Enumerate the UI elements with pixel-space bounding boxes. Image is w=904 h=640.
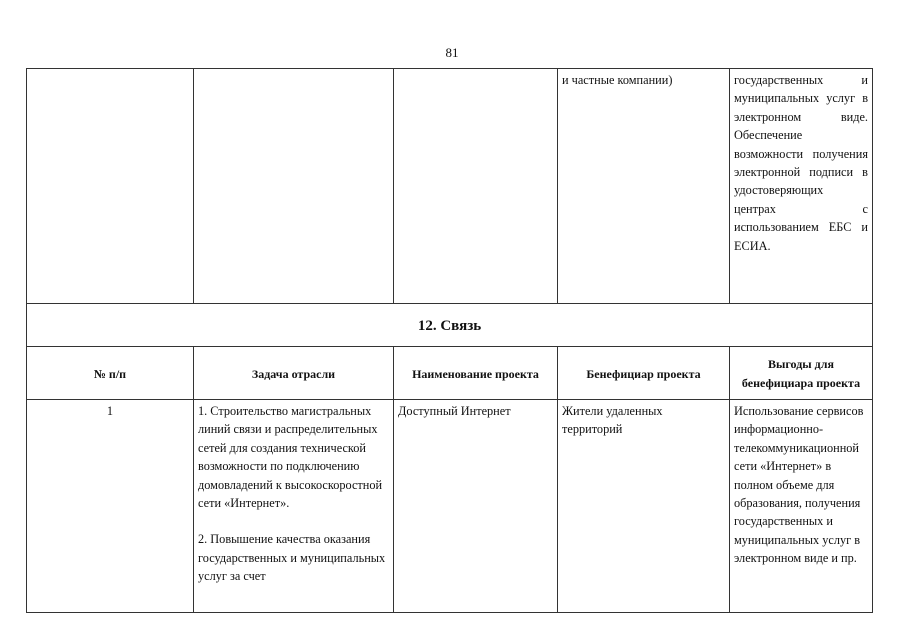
- page-number: 81: [445, 45, 459, 60]
- continuation-num-cell: [27, 69, 194, 304]
- benefits-tail-line: электронной подписи в: [734, 165, 868, 180]
- header-task: Задача отрасли: [194, 347, 394, 400]
- row-num: 1: [27, 400, 194, 613]
- benefits-tail-line: использованием ЕБС и: [734, 220, 868, 235]
- task-item: 2. Повышение качества оказания государственных и муниципальных услуг за счет: [198, 532, 386, 584]
- row-project: Доступный Интернет: [394, 400, 558, 613]
- continuation-beneficiary-cell: и частные компании): [558, 69, 730, 304]
- section-row: [27, 304, 873, 347]
- continuation-row: [27, 69, 873, 304]
- header-beneficiary: Бенефициар проекта: [558, 347, 730, 400]
- benefits-tail-line: Обеспечение: [734, 128, 803, 143]
- table-row: [27, 400, 873, 613]
- benefits-tail-line: возможности получения: [734, 146, 868, 161]
- benefits-tail-line: государственных и: [734, 73, 868, 87]
- row-beneficiary: Жители удаленных территорий: [558, 400, 730, 613]
- continuation-project-cell: [394, 69, 558, 304]
- row-task: [194, 400, 394, 613]
- benefits-tail-line: муниципальных услуг в: [734, 91, 868, 106]
- section-title: 12. Связь: [27, 304, 873, 347]
- benefits-tail-line: ЕСИА.: [734, 238, 771, 253]
- header-num: № п/п: [27, 347, 194, 400]
- header-benefits: Выгоды для бенефициара проекта: [730, 347, 873, 400]
- row-benefits: Использование сервисов информационно-телекоммуникационной сети «Интернет» в полном объеме для образования, получения государственных и муниципальных услуг в электронном виде и пр.: [730, 400, 873, 613]
- projects-table: [26, 68, 873, 613]
- task-item: 1. Строительство магистральных линий связи и распределительных сетей для создания технической возможности по подключению домовладений к высокоскоростной сети «Интернет».: [198, 404, 383, 511]
- header-row: [27, 347, 873, 400]
- continuation-task-cell: [194, 69, 394, 304]
- benefits-tail-line: центрах с: [734, 201, 868, 216]
- benefits-tail-line: удостоверяющих: [734, 183, 824, 198]
- benefits-tail-line: электронном виде.: [734, 109, 868, 124]
- header-project: Наименование проекта: [394, 347, 558, 400]
- continuation-benefits-cell: [730, 69, 873, 304]
